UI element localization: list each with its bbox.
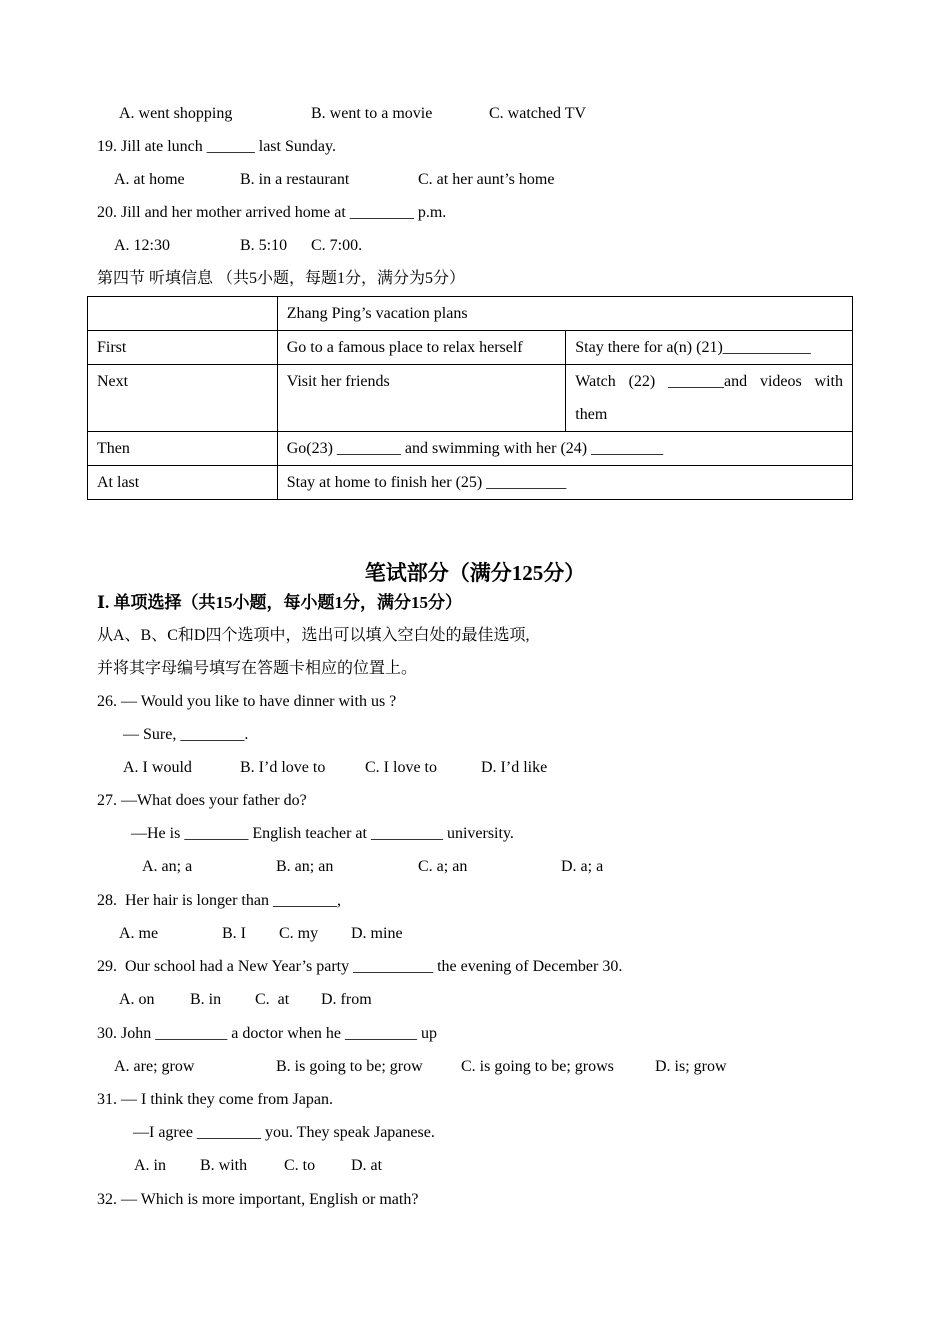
q26-option-b: B. I’d love to [240,759,326,776]
q30-option-c: C. is going to be; grows [461,1058,614,1075]
instructions-line-1: 从A、B、C和D四个选项中，选出可以填入空白处的最佳选项, [97,627,530,644]
table-cell: Watch (22) _______and videos with them [566,365,853,432]
table-cell: Visit her friends [277,365,566,432]
q30-stem: 30. John _________ a doctor when he _________ up [97,1025,437,1042]
q29-option-a: A. on [119,991,155,1008]
table-cell: Stay there for a(n) (21)___________ [566,331,853,365]
q31-answer-line: —I agree ________ you. They speak Japanese. [133,1124,435,1141]
instructions-line-2: 并将其字母编号填写在答题卡相应的位置上。 [97,660,418,677]
q31-stem: 31. — I think they come from Japan. [97,1091,333,1108]
q27-answer-line: —He is ________ English teacher at _________ university. [131,825,514,842]
q27-stem: 27. —What does your father do? [97,792,307,809]
table-cell-empty [88,297,278,331]
q26-option-a: A. I would [123,759,192,776]
q27-option-b: B. an; an [276,858,334,875]
vacation-plans-table [87,296,853,500]
part1-title: Ⅰ. 单项选择（共15小题，每小题1分，满分15分） [97,593,462,612]
q28-stem: 28. Her hair is longer than ________, [97,892,341,909]
q32-stem: 32. — Which is more important, English or math? [97,1191,419,1208]
q28-option-d: D. mine [351,925,403,942]
q19-option-b: B. in a restaurant [240,171,350,188]
section4-title: 第四节 听填信息 （共5小题，每题1分，满分为5分） [97,270,466,287]
table-cell: Stay at home to finish her (25) __________ [277,466,852,500]
q19-option-a: A. at home [114,171,185,188]
table-row [88,432,853,466]
q28-option-b: B. I [222,925,246,942]
q29-option-c: C. at [255,991,290,1008]
table-row-label: Then [88,432,278,466]
q18-option-c: C. watched TV [489,105,587,122]
table-header: Zhang Ping’s vacation plans [277,297,852,331]
q27-option-a: A. an; a [142,858,193,875]
q20-option-b: B. 5:10 [240,237,288,254]
q26-stem: 26. — Would you like to have dinner with us ? [97,693,397,710]
table-row-label: First [88,331,278,365]
q29-stem: 29. Our school had a New Year’s party __________ the evening of December 30. [97,958,623,975]
q18-option-a: A. went shopping [119,105,233,122]
q26-option-c: C. I love to [365,759,437,776]
q31-option-a: A. in [134,1157,166,1174]
q18-option-b: B. went to a movie [311,105,433,122]
table-cell: Go(23) ________ and swimming with her (24) _________ [277,432,852,466]
table-cell: Go to a famous place to relax herself [277,331,566,365]
written-section-title: 笔试部分（满分125分） [364,561,586,585]
q27-option-d: D. a; a [561,858,604,875]
table-row-label: Next [88,365,278,432]
q29-option-b: B. in [190,991,222,1008]
q28-option-c: C. my [279,925,319,942]
q28-option-a: A. me [119,925,159,942]
table-row [88,365,853,432]
q30-option-a: A. are; grow [114,1058,195,1075]
q20-option-c: C. 7:00. [311,237,363,254]
table-header-row [88,297,853,331]
q19-stem: 19. Jill ate lunch ______ last Sunday. [97,138,336,155]
table-row [88,466,853,500]
q20-option-a: A. 12:30 [114,237,170,254]
q31-option-b: B. with [200,1157,248,1174]
q31-option-d: D. at [351,1157,383,1174]
table-row-label: At last [88,466,278,500]
q30-option-b: B. is going to be; grow [276,1058,423,1075]
table-row [88,331,853,365]
q19-option-c: C. at her aunt’s home [418,171,555,188]
q20-stem: 20. Jill and her mother arrived home at ________ p.m. [97,204,447,221]
q31-option-c: C. to [284,1157,316,1174]
q27-option-c: C. a; an [418,858,468,875]
q26-option-d: D. I’d like [481,759,548,776]
q29-option-d: D. from [321,991,372,1008]
q30-option-d: D. is; grow [655,1058,727,1075]
q26-answer-line: — Sure, ________. [123,726,249,743]
